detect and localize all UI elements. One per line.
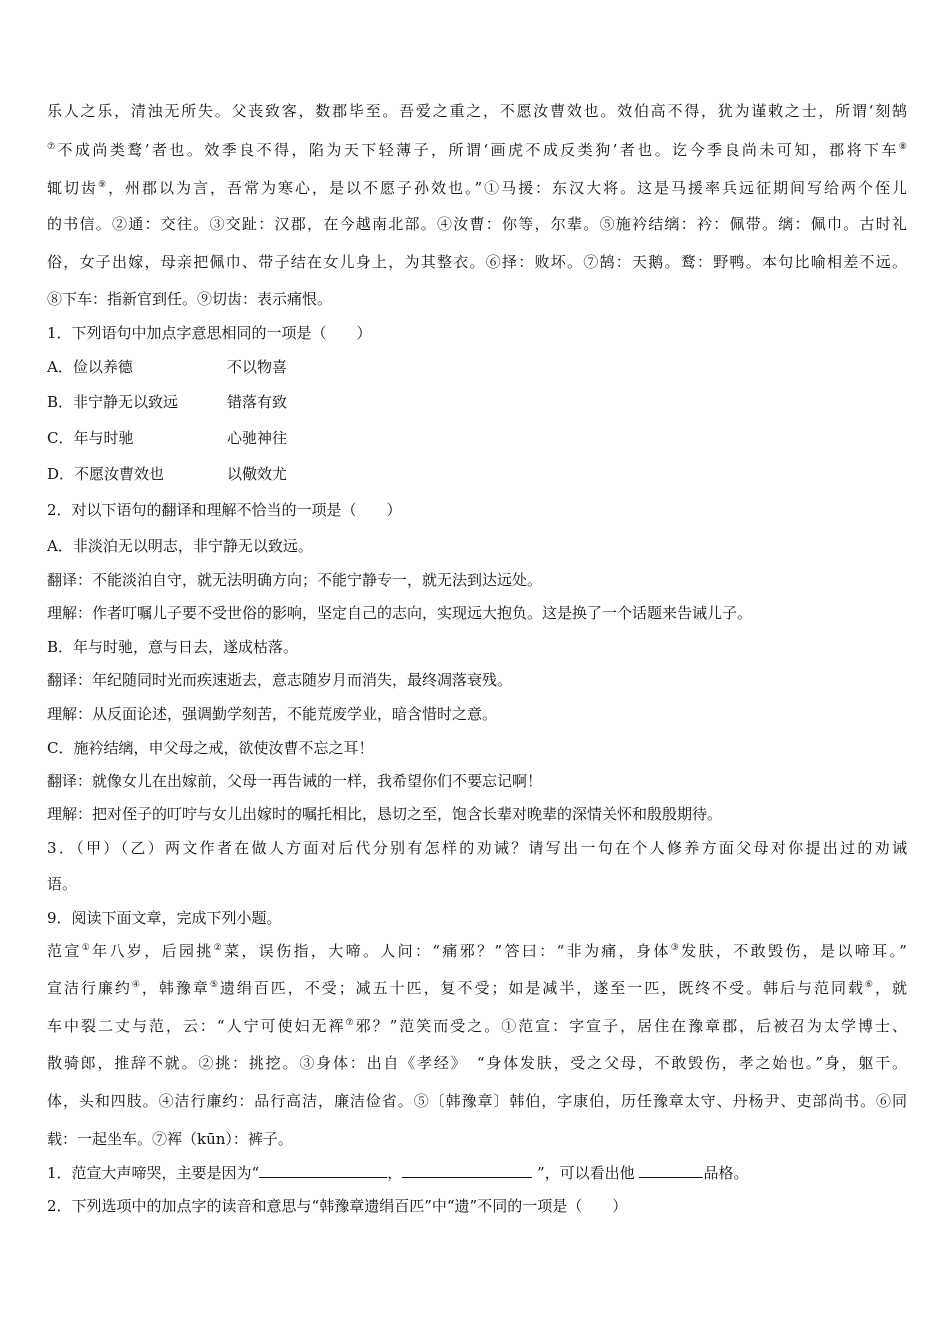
section-9-passage-line: 车中裂二丈与范，云：“人宁可使妇无裈⑦邪？”范笑而受之。①范宣：字宣子，居住在豫章郡，后被召为太学博士、 [47, 1017, 908, 1035]
passage-line-6: ⑧下车：指新官到任。⑨切齿：表示痛恨。 [47, 290, 333, 308]
section-9-passage-line: 体，头和四肢。④洁行廉约：品行高洁，廉洁俭省。⑤〔韩豫章〕韩伯，字康伯，历任豫章太守、丹杨尹、吏部尚书。⑥同 [47, 1092, 907, 1110]
q2-line: 翻译：就像女儿在出嫁前，父母一再告诫的一样，我希望你们不要忘记啊！ [47, 772, 543, 790]
q2-line: 理解：作者叮嘱儿子要不受世俗的影响，坚定自己的志向，实现远大抱负。这是换了一个话题来告诫儿子。 [47, 604, 753, 622]
q3-line-2: 语。 [47, 875, 78, 893]
section-9-passage-line: 散骑郎，推辞不就。②挑：挑挖。③身体：出自《孝经》 “身体发肤，受之父母，不敢毁伤，孝之始也。”身，躯干。 [47, 1054, 907, 1072]
section-9-passage-line: 宣洁行廉约④，韩豫章⑤遗绢百匹，不受；减五十匹，复不受；如是减半，遂至一匹，既终不受。韩后与范同载⑥，就 [47, 979, 907, 997]
passage-line-3: 辄切齿⑨，州郡以为言，吾常为寒心，是以不愿子孙效也。”①马援：东汉大将。这是马援率兵远征期间写给两个侄儿 [47, 179, 907, 197]
section-9-question-1: 1．范宣大声啼哭，主要是因为“ ， ”，可以看出他 品格。 [47, 1164, 749, 1182]
q2-line: A．非淡泊无以明志，非宁静无以致远。 [47, 537, 313, 555]
passage-line-5: 俗，女子出嫁，母亲把佩巾、带子结在女儿身上，为其整衣。⑥择：败坏。⑦鹄：天鹅。鹜：野鸭。本句比喻相差不远。 [47, 253, 907, 271]
q3-line-1: 3．（甲）（乙）两文作者在做人方面对后代分别有怎样的劝诫？请写出一句在个人修养方面父母对你提出过的劝诫 [47, 839, 907, 857]
q2-line: 翻译：不能淡泊自守，就无法明确方向；不能宁静专一，就无法到达远处。 [47, 571, 543, 589]
q2-line: 翻译：年纪随同时光而疾速逝去，意志随岁月而消失，最终凋落衰残。 [47, 671, 513, 689]
answer-blank-3[interactable] [639, 1163, 703, 1178]
section-9-question-2: 2．下列选项中的加点字的读音和意思与“韩豫章遗绢百匹”中“遗”不同的一项是（ ） [47, 1197, 628, 1215]
q2-line: 理解：把对侄子的叮咛与女儿出嫁时的嘱托相比，恳切之至，饱含长辈对晚辈的深情关怀和殷殷期待。 [47, 805, 723, 823]
section-9-passage-line: 范宣①年八岁，后园挑②菜，误伤指，大啼。人问：“痛邪？”答曰：“非为痛，身体③发肤，不敢毁伤，是以啼耳。” [47, 942, 907, 960]
q1-option-b: B．非宁静无以致远 错落有致 [47, 393, 288, 411]
answer-blank-2[interactable] [402, 1163, 532, 1178]
passage-line-1: 乐人之乐，清浊无所失。父丧致客，数郡毕至。吾爱之重之，不愿汝曹效也。效伯高不得，犹为谨敕之士，所谓‘刻鹄 [47, 102, 907, 120]
q2-stem: 2．对以下语句的翻译和理解不恰当的一项是（ ） [47, 501, 402, 519]
q1-stem: 1．下列语句中加点字意思相同的一项是（ ） [47, 324, 372, 342]
q1-option-c: C．年与时驰 心驰神往 [47, 429, 288, 447]
q1-option-a: A．俭以养德 不以物喜 [47, 358, 288, 376]
passage-line-2: ⑦不成尚类鹜’者也。效季良不得，陷为天下轻薄子，所谓‘画虎不成反类狗’者也。讫今季良尚未可知，郡将下车⑧ [47, 141, 907, 159]
section-9-title: 9．阅读下面文章，完成下列小题。 [47, 909, 282, 927]
answer-blank-1[interactable] [259, 1163, 387, 1178]
q2-line: B．年与时驰，意与日去，遂成枯落。 [47, 638, 299, 656]
q2-line: C．施衿结缡，申父母之戒，欲使汝曹不忘之耳！ [47, 739, 374, 757]
section-9-passage-line: 载：一起坐车。⑦裈（kūn）：裤子。 [47, 1130, 293, 1148]
passage-line-4: 的书信。②通：交往。③交趾：汉郡，在今越南北部。④汝曹：你等，尔辈。⑤施衿结缡：衿：佩带。缡：佩巾。古时礼 [47, 215, 907, 233]
q2-line: 理解：从反面论述，强调勤学刻苦，不能荒废学业，暗含惜时之意。 [47, 705, 498, 723]
q1-option-d: D．不愿汝曹效也 以儆效尤 [47, 465, 288, 483]
